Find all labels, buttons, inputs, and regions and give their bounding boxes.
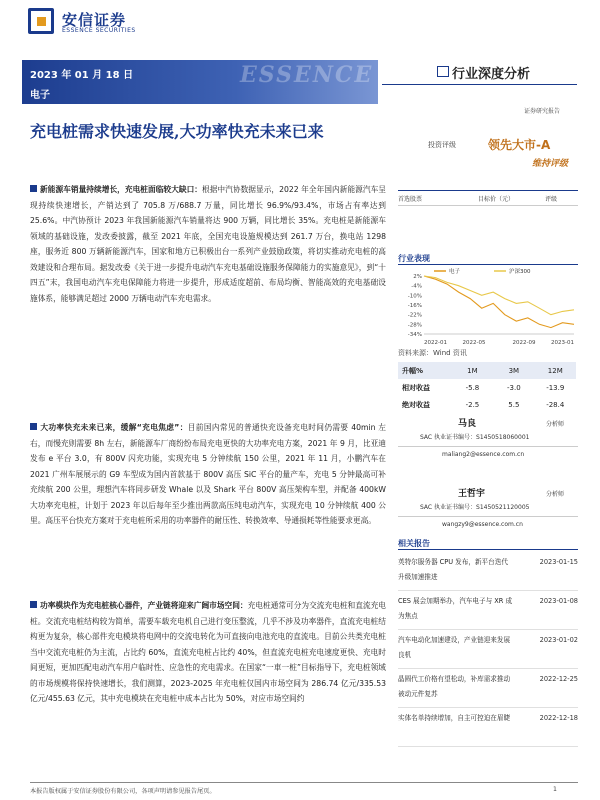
paragraph-text: 充电桩通常可分为交流充电桩和直流充电桩。交流充电桩结构较为简单，需要车载充电机自己进行变压整流，几乎不涉及功率器件，直流充电桩结构更为复杂，核心部件充电模块将电网中的交流电转化为可直接向电池充电的直流电。目前公共类充电桩当中交流充电桩仍为主流，占比约 60%，直流充电桩占比约 40%，但直流充电桩充电速度更快、充电时间更短，更加匹配电动汽车用户临时性、应急性的充电需求。在国家“一車一桩”目标指导下，充电桩领域的市场规模将保持快速增长，我们测算，2023-2025 年充电桩仅国内市场空间为 286.74 亿元/335.53 亿元/455.63 亿元，其中充电模块在充电桩中成本占比为 50%，对应市场空间约 [30, 601, 386, 703]
x-tick-label: 2022-05 [462, 340, 486, 346]
related-report-title[interactable]: 汽车电动化加速建设，产业链迎来发展良机 [398, 636, 511, 659]
related-reports-list [398, 552, 578, 747]
bullet-icon [30, 423, 37, 430]
paragraph-text: 目前国内常见的普通快充设备充电时间仍需要 40min 左右，而慢充则需要 8h 左右，新能源车厂商纷纷布局充电更快的大功率充电方案，2021 年 9 月，比亚迪发布 e 平台 3.0，有 800V 闪充功能，实现充电 5 分钟续航 150 公里，2021 年 11 月，小鹏汽车在 2021 广州车展展示的 G9 车型成为国内首款基于 800V 高压 SiC 平台的量产车，充电 5 分钟最高可补充续航 200 公里，理想汽车将同步研发 Whale 以及 Shark 平台 800V 高压架构车型，并配备 400kW 大功率充电桩，计划于 2023 年以后每年至少推出两款高压纯电动汽车，实现充电 10 分钟续航 400 公里。高压平台快充方案对于充电桩所采用的功率器件的耐压性、转换效率、导通损耗等性能要求更高。 [30, 423, 386, 525]
band-watermark: ESSENCE [240, 62, 374, 88]
table-cell: -13.9 [546, 383, 565, 392]
report-type: 行业深度分析 [452, 67, 531, 82]
related-report-date: 2023-01-15 [539, 558, 578, 566]
company-name-cn: 安信证券 [62, 11, 127, 29]
chart-source: 资料来源：Wind 资讯 [398, 349, 467, 357]
analyst-sac: SAC 执业证书编号：S1450521120005 [420, 504, 530, 511]
x-tick-label: 2023-01 [551, 340, 574, 346]
analyst-card [398, 486, 578, 534]
performance-table [398, 362, 576, 413]
body-paragraph-3 [30, 598, 386, 707]
report-sub-label: 证券研究报告 [524, 108, 561, 115]
y-tick-label: -22% [407, 312, 422, 319]
company-name-en: ESSENCE SECURITIES [62, 27, 136, 34]
footer-disclaimer: 本报告版权属于安信证券股份有限公司，各项声明请参见报告尾页。 [30, 788, 216, 795]
performance-title: 行业表现 [398, 254, 430, 263]
report-sector: 电子 [30, 90, 50, 101]
divider [398, 264, 578, 265]
analyst-sac: SAC 执业证书编号：S1450518060001 [420, 434, 530, 441]
related-report-item[interactable] [398, 552, 578, 591]
related-report-date: 2023-01-08 [539, 597, 578, 605]
y-tick-label: -4% [411, 283, 422, 290]
analyst-role: 分析师 [546, 491, 565, 498]
series-line [424, 276, 574, 328]
rating-action: 维持评级 [532, 159, 569, 169]
related-report-title[interactable]: 实体名单持续增加，自主可控迫在眉睫 [398, 714, 511, 722]
divider [398, 516, 578, 517]
y-tick-label: 2% [413, 274, 422, 280]
analyst-role: 分析师 [546, 421, 565, 428]
paragraph-lead: 功率模块作为充电桩核心器件，产业链将迎来广阔市场空间： [40, 601, 248, 610]
legend-label: 沪深300 [509, 269, 531, 275]
selection-header-stock: 首选股票 [398, 196, 423, 203]
analyst-name: 马良 [458, 419, 477, 429]
table-header-row [398, 362, 576, 379]
analyst-email[interactable]: wangzy9@essence.com.cn [442, 521, 523, 528]
x-tick-label: 2022-01 [424, 340, 447, 346]
report-title: 充电桩需求快速发展,大功率快充未来已来 [30, 122, 324, 141]
y-tick-label: -10% [407, 293, 422, 300]
table-header: 1M [467, 366, 478, 375]
bullet-icon [30, 185, 37, 192]
y-tick-label: -34% [407, 332, 422, 338]
divider [398, 446, 578, 447]
company-logo-icon [28, 8, 54, 34]
paragraph-lead: 新能源车销量持续增长，充电桩面临较大缺口： [40, 185, 202, 194]
related-report-title[interactable]: 晶圆代工价格有望松动，补库需求推动被动元件复苏 [398, 675, 511, 698]
related-report-item[interactable] [398, 708, 578, 747]
body-paragraph-1 [30, 182, 386, 306]
table-header: 升幅% [402, 366, 424, 375]
table-row [398, 396, 576, 413]
selection-header-target: 目标价（元） [478, 196, 515, 203]
related-report-date: 2022-12-25 [539, 675, 578, 683]
table-cell: 5.5 [508, 400, 520, 409]
table-row [398, 379, 576, 396]
rating-label: 投资评级 [428, 141, 456, 149]
divider [382, 84, 577, 85]
x-tick-label: 2022-09 [512, 340, 536, 346]
chart-icon [437, 66, 449, 77]
divider [398, 205, 578, 206]
divider [398, 190, 578, 191]
rating-value: 领先大市-A [488, 138, 551, 152]
row-label: 相对收益 [402, 383, 430, 392]
related-report-title[interactable]: 英特尔服务器 CPU 发布，新平台迭代升级加速推进 [398, 558, 508, 581]
paragraph-lead: 大功率快充未来已来，缓解“充电焦虑”： [40, 423, 188, 432]
y-tick-label: -16% [407, 303, 422, 309]
body-paragraph-2 [30, 420, 386, 529]
analyst-name: 王哲宇 [458, 489, 486, 499]
related-report-item[interactable] [398, 591, 578, 630]
related-report-date: 2022-12-18 [539, 714, 578, 722]
page-number: 1 [553, 786, 557, 793]
report-date: 2023 年 01 月 18 日 [30, 70, 134, 81]
related-report-item[interactable] [398, 669, 578, 708]
paragraph-text: 根据中汽协数据显示，2022 年全年国内新能源汽车呈现持续快速增长，产销达到了 705.8 万/688.7 万量，同比增长 96.9%/93.4%，市场占有率达到 25.6%。中汽协预计 2023 年我国新能源汽车销量将达 900 万辆，同比增长 35%。充电桩是新能源车领域的基础设施，发改委披露，截至 2021 年底，全国充电设施规模达到 261.7 万台，换电站 1298 座，服务近 800 万辆新能源汽车，国家和地方已积极出台一系列产业鼓励政策，将切实推动充电桩的高效建设和合理布局。据发改委《关于进一步提升电动汽车充电基础设施服务保障能力的实施意见》，到“十四五”末，我国电动汽车充电保障能力将进一步提升，形成适度超前、布局均衡、智能高效的充电基础设施体系，能够满足超过 2000 万辆电动汽车充电需求。 [30, 185, 386, 303]
related-reports-title: 相关报告 [398, 539, 430, 548]
selection-header-rating: 评级 [545, 196, 558, 203]
y-tick-label: -28% [407, 322, 422, 329]
divider [30, 782, 578, 783]
analyst-card [398, 416, 578, 464]
table-header: 3M [508, 366, 520, 375]
row-label: 绝对收益 [402, 400, 430, 409]
table-header: 12M [547, 366, 563, 375]
analyst-email[interactable]: maliang2@essence.com.cn [442, 451, 525, 458]
performance-chart [398, 266, 578, 346]
bullet-icon [30, 601, 37, 608]
divider [398, 549, 578, 550]
related-report-date: 2023-01-02 [539, 636, 578, 644]
table-cell: -28.4 [546, 400, 565, 409]
table-cell: -5.8 [465, 383, 480, 392]
related-report-item[interactable] [398, 630, 578, 669]
legend-label: 电子 [449, 269, 461, 275]
table-cell: -3.0 [507, 383, 521, 392]
table-cell: -2.5 [465, 400, 480, 409]
related-report-title[interactable]: CES 展会加期举办，汽车电子与 XR 成为焦点 [398, 597, 513, 620]
